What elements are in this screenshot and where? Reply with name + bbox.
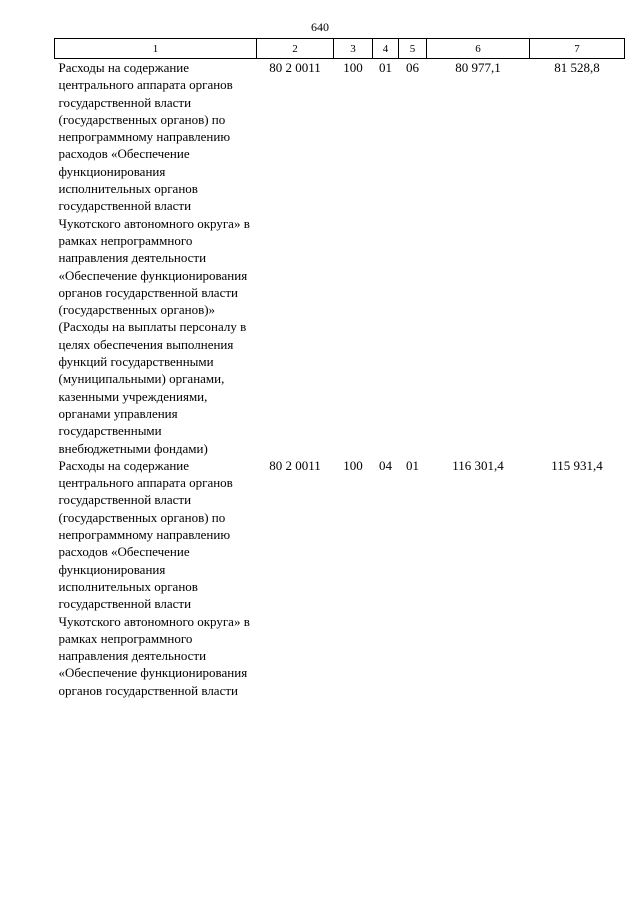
header-col-3: 3 — [334, 39, 373, 59]
header-col-7: 7 — [530, 39, 625, 59]
row-type: 100 — [343, 60, 363, 75]
row-section: 01 — [379, 60, 392, 75]
row-amount-1: 116 301,4 — [452, 457, 504, 473]
row-type: 100 — [343, 457, 363, 473]
table-row — [55, 457, 625, 699]
row-amount-1: 80 977,1 — [455, 60, 501, 75]
row-description: Расходы на содержание центрального аппарата органов государственной власти (государственных органов) по непрограммному направлению расходов «Обеспечение функционирования исполнительных органов государственной власти Чукотского автономного округа» в рамках непрограммного направления деятельности «Обеспечение функционирования органов государственной власти — [58, 457, 250, 698]
row-section: 04 — [379, 457, 392, 473]
row-amount-2: 115 931,4 — [551, 457, 603, 473]
header-col-4: 4 — [373, 39, 399, 59]
row-code: 80 2 0011 — [269, 60, 321, 75]
header-col-2: 2 — [257, 39, 334, 59]
row-subsection: 01 — [406, 457, 419, 473]
table-header — [55, 39, 625, 59]
table-body — [55, 59, 625, 699]
header-col-5: 5 — [399, 39, 427, 59]
header-col-6: 6 — [427, 39, 530, 59]
row-code: 80 2 0011 — [269, 457, 321, 473]
row-subsection: 06 — [406, 60, 419, 75]
table-row — [55, 59, 625, 457]
budget-table — [54, 38, 625, 699]
header-row — [55, 39, 625, 59]
row-amount-2: 81 528,8 — [554, 60, 600, 75]
header-col-1: 1 — [55, 39, 257, 59]
page-number: 640 — [311, 20, 329, 34]
row-description: Расходы на содержание центрального аппарата органов государственной власти (государственных органов) по непрограммному направлению расходов «Обеспечение функционирования исполнительных органов государственной власти Чукотского автономного округа» в рамках непрограммного направления деятельности «Обеспечение функционирования органов государственной власти (государственных органов)» (Расходы на выплаты персоналу в целях обеспечения выполнения функций государственными (муниципальными) органами, казенными учреждениями, органами управления государственными внебюджетными фондами) — [58, 60, 250, 456]
